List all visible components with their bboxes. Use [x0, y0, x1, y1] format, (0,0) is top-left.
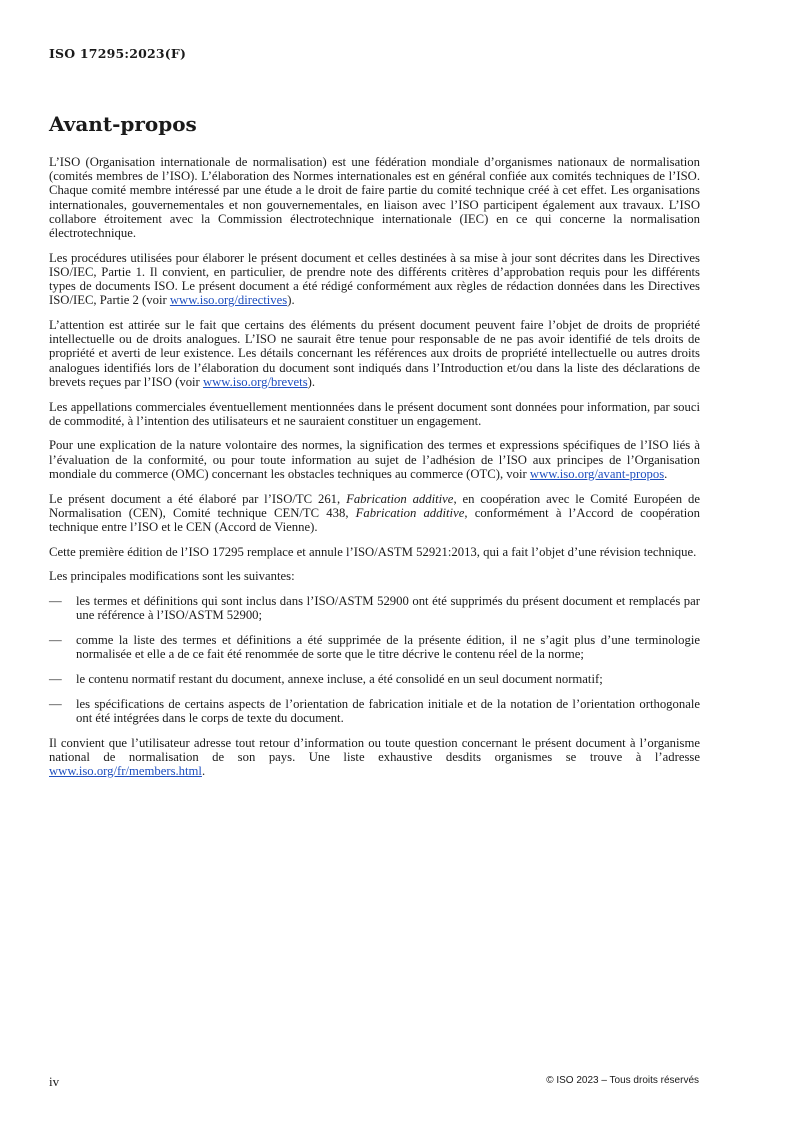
link-brevets[interactable]: www.iso.org/brevets	[202, 374, 308, 389]
paragraph-text: , en coopération avec le Comité Européen de Normalisation (CEN), Comité technique CEN/TC 438,	[49, 491, 701, 520]
foreword-body	[49, 155, 700, 789]
paragraph-text: .	[664, 466, 668, 481]
paragraph-procedures	[49, 251, 700, 308]
paragraph-text: Le présent document a été élaboré par l’ISO/TC 261,	[49, 491, 347, 506]
committee-title: Fabrication additive	[355, 505, 465, 520]
list-item: — les spécifications de certains aspects de l’orientation de fabrication initiale et de la notation de l’orientation orthogonale ont été intégrées dans le corps de texte du document.	[49, 697, 700, 725]
paragraph-text: L’attention est attirée sur le fait que certains des éléments du présent document peuvent faire l’objet de droits de propriété intellectuelle ou de droits analogues. L’ISO ne saurait être tenue pour responsable de ne pas avoir identifié de tels droits de propriété et averti de leur existence. Les détails concernant les références aux droits de propriété intellectuelle ou autres droits analogues identifiés lors de l’élaboration du document sont indiqués dans l’Introduction et/ou dans la liste des déclarations de brevets reçues par l’ISO (voir	[49, 318, 700, 389]
paragraph-trade-names: Les appellations commerciales éventuellement mentionnées dans le présent document sont données pour information, par souci de commodité, à l’intention des utilisateurs et ne sauraient constituer un engagement.	[49, 399, 700, 428]
changes-list	[49, 594, 700, 725]
paragraph-text: Pour une explication de la nature volontaire des normes, la signification des termes et expressions spécifiques de l’ISO liés à l’évaluation de la conformité, ou pour toute information au sujet de l’adhésion de l’ISO aux principes de l’Organisation mondiale du commerce (OMC) concernant les obstacles techniques au commerce (OTC), voir	[49, 438, 700, 481]
paragraph-edition: Cette première édition de l’ISO 17295 remplace et annule l’ISO/ASTM 52921:2013, qui a fait l’objet d’une révision technique.	[49, 544, 697, 559]
document-identifier: ISO 17295:2023(F)	[49, 46, 187, 61]
paragraph-text: ).	[287, 293, 295, 308]
paragraph-changes-intro: Les principales modifications sont les suivantes:	[49, 569, 295, 584]
list-item: — les termes et définitions qui sont inclus dans l’ISO/ASTM 52900 ont été supprimés du présent document et remplacés par une référence à l’ISO/ASTM 52900;	[49, 594, 700, 622]
paragraph-text: ).	[307, 374, 316, 389]
list-item: — comme la liste des termes et définitions a été supprimée de la présente édition, il ne s’agit plus d’une terminologie normalisée et elle a de ce fait été renommée de sorte que le titre décrive le contenu réel de la norme;	[49, 633, 700, 661]
page-number: iv	[49, 1074, 60, 1089]
paragraph-text: , conformément à l’Accord de coopération technique entre l’ISO et le CEN (Accord de Vienne).	[49, 505, 700, 534]
paragraph-text: .	[201, 763, 206, 778]
link-directives[interactable]: www.iso.org/directives	[169, 293, 288, 308]
paragraph-patents	[49, 318, 700, 389]
list-item: — le contenu normatif restant du document, annexe incluse, a été consolidé en un seul document normatif;	[49, 672, 700, 686]
link-avant-propos[interactable]: www.iso.org/avant-propos	[529, 466, 665, 481]
committee-title: Fabrication additive	[346, 491, 454, 506]
paragraph-text: Les procédures utilisées pour élaborer le présent document et celles destinées à sa mise à jour sont décrites dans les Directives ISO/IEC, Partie 1. Il convient, en particulier, de prendre note des différents critères d’approbation requis pour les différents types de documents ISO. Le présent document a été rédigé conformément aux règles de rédaction données dans les Directives ISO/IEC, Partie 2 (voir	[49, 250, 700, 308]
paragraph-text: Il convient que l’utilisateur adresse tout retour d’information ou toute question concernant le présent document à l’organisme national de normalisation de son pays. Une liste exhaustive desdits organismes se trouve à l’adresse	[49, 735, 700, 764]
copyright-notice: © ISO 2023 – Tous droits réservés	[546, 1075, 699, 1086]
link-members[interactable]: www.iso.org/fr/members.html	[49, 763, 202, 778]
paragraph-feedback	[49, 736, 700, 779]
paragraph-iso-intro: L’ISO (Organisation internationale de normalisation) est une fédération mondiale d’organismes nationaux de normalisation (comités membres de l’ISO). L’élaboration des Normes internationales est en général confiée aux comités techniques de l’ISO. Chaque comité membre intéressé par une étude a le droit de faire partie du comité technique créé à cet effet. Les organisations internationales, gouvernementales et non gouvernementales, en liaison avec l’ISO participent également aux travaux. L’ISO collabore étroitement avec la Commission électrotechnique internationale (IEC) en ce qui concerne la normalisation électrotechnique.	[49, 155, 700, 241]
paragraph-committee	[49, 492, 700, 535]
page-title: Avant-propos	[49, 112, 197, 136]
paragraph-voluntary-nature	[49, 438, 700, 481]
